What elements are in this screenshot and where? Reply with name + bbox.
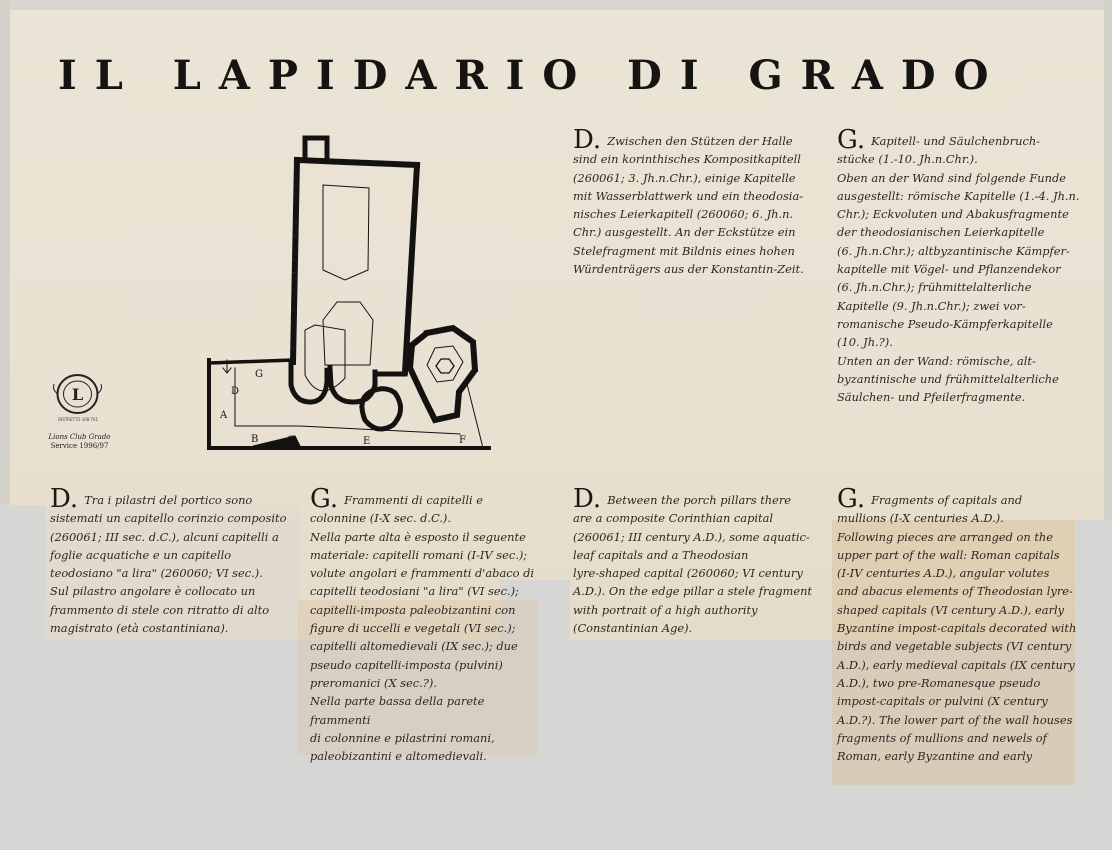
text-line: (6. Jh.n.Chr.); altbyzantinische Kämpfer-: [837, 243, 1070, 258]
italian-section-g: [310, 484, 545, 765]
text-line: figure di uccelli e vegetali (VI sec.);: [310, 621, 516, 636]
faded-patch: [45, 645, 300, 850]
text-line: frammento di stele con ritratto di alto: [50, 602, 270, 617]
italian-g-initial: G.: [310, 484, 339, 514]
text-line: Chr.) ausgestellt. An der Eckstütze ein: [573, 225, 796, 240]
german-section-d: [573, 125, 823, 278]
text-line: Oben an der Wand sind folgende Funde: [837, 170, 1067, 185]
text-line: magistrato (età costantiniana).: [50, 621, 229, 636]
text-line: Unten an der Wand: römische, alt-: [837, 353, 1036, 368]
italian-section-d: [50, 484, 295, 637]
text-line: byzantinische und frühmittelalterliche: [837, 371, 1059, 386]
plan-label-c: C: [287, 435, 295, 446]
text-line: foglie acquatiche e un capitello: [50, 547, 232, 562]
plan-baptistery-inner: [427, 346, 463, 382]
plan-baptistery: [410, 328, 475, 420]
text-line: capitelli-imposta paleobizantini con: [310, 602, 516, 617]
plan-tower: [305, 138, 327, 160]
text-line: (Constantinian Age).: [573, 621, 693, 636]
plan-portico: [209, 360, 293, 363]
plan-label-d: D: [231, 386, 240, 397]
floor-plan: [205, 130, 500, 455]
text-line: materiale: capitelli romani (I-IV sec.);: [310, 547, 528, 562]
text-line: (260061; III sec. d.C.), alcuni capitelli a: [50, 529, 279, 544]
text-line: kapitelle mit Vögel- und Pflanzendekor: [837, 262, 1061, 277]
text-line: stücke (1.-10. Jh.n.Chr.).: [837, 152, 978, 167]
text-line: romanische Pseudo-Kämpferkapitelle: [837, 316, 1053, 331]
english-section-g: [837, 484, 1082, 765]
text-line: paleobizantini e altomedievali.: [310, 749, 487, 764]
text-line: colonnine (I-X sec. d.C.).: [310, 511, 451, 526]
text-line: and abacus elements of Theodosian lyre-: [837, 584, 1073, 599]
text-line: capitelli altomedievali (IX sec.); due: [310, 639, 518, 654]
text-line: Byzantine impost-capitals decorated with: [837, 621, 1077, 636]
lions-service-year: Service 1996/97: [50, 442, 109, 450]
text-line: (10. Jh.?).: [837, 335, 893, 350]
text-line: sind ein korinthisches Kompositkapitell: [573, 152, 801, 167]
text-line: Nella parte alta è esposto il seguente: [310, 529, 526, 544]
text-line: Kapitelle (9. Jh.n.Chr.); zwei vor-: [837, 298, 1026, 313]
text-line: Kapitell- und Säulchenbruch-: [871, 134, 1041, 148]
text-line: with portrait of a high authority: [573, 602, 758, 617]
english-g-initial: G.: [837, 484, 866, 514]
text-line: are a composite Corinthian capital: [573, 511, 774, 526]
text-line: pseudo capitelli-imposta (pulvini): [310, 657, 503, 672]
text-line: lyre-shaped capital (260060; VI century: [573, 566, 803, 581]
text-line: (I-IV centuries A.D.), angular volutes: [837, 566, 1050, 581]
svg-text:L: L: [71, 385, 84, 404]
german-g-initial: G.: [837, 125, 866, 155]
plan-hall-wall: [293, 160, 297, 362]
plan-interior: [323, 302, 373, 365]
text-line: leaf capitals and a Theodosian: [573, 547, 749, 562]
text-line: Stelefragment mit Bildnis eines hohen: [573, 243, 795, 258]
sign-title: IL LAPIDARIO DI GRADO: [58, 52, 1007, 99]
text-line: A.D.). On the edge pillar a stele fragment: [573, 584, 812, 599]
text-line: Chr.); Eckvoluten und Abakusfragmente: [837, 207, 1069, 222]
text-line: shaped capitals (VI century A.D.), early: [837, 602, 1065, 617]
text-line: (260061; 3. Jh.n.Chr.), einige Kapitelle: [573, 170, 796, 185]
text-line: Säulchen- und Pfeilerfragmente.: [837, 390, 1026, 405]
text-line: (260061; III century A.D.), some aquatic-: [573, 529, 810, 544]
text-line: teodosiano "a lira" (260060; VI sec.).: [50, 566, 263, 581]
text-line: A.D.?). The lower part of the wall houses: [837, 712, 1073, 727]
text-line: Frammenti di capitelli e: [344, 493, 484, 507]
plan-font: [436, 359, 454, 373]
plan-label-g: G: [255, 369, 263, 380]
text-line: mullions (I-X centuries A.D.).: [837, 511, 1004, 526]
text-line: sistemati un capitello corinzio composito: [50, 511, 287, 526]
italian-d-initial: D.: [50, 484, 79, 514]
plan-label-b: B: [251, 434, 259, 445]
text-line: A.D.), two pre-Romanesque pseudo: [837, 675, 1041, 690]
german-section-g: [837, 125, 1087, 406]
text-line: fragments of mullions and newels of: [837, 730, 1047, 745]
lions-district: DISTRETTO 108 TA1: [57, 417, 99, 422]
plan-chapel: [362, 389, 401, 429]
sign-frame-top: [0, 0, 1112, 10]
plan-label-e: E: [363, 436, 371, 447]
text-line: Zwischen den Stützen der Halle: [607, 134, 793, 148]
lions-club-name: Lions Club Grado: [48, 433, 111, 441]
text-line: capitelli teodosiani "a lira" (VI sec.);: [310, 584, 519, 599]
text-line: Würdenträgers aus der Konstantin-Zeit.: [573, 262, 804, 277]
text-line: ausgestellt: römische Kapitelle (1.-4. Jh.n.: [837, 188, 1080, 203]
text-line: nisches Leierkapitell (260060; 6. Jh.n.: [573, 207, 794, 222]
plan-label-a: A: [220, 410, 228, 421]
text-line: Tra i pilastri del portico sono: [84, 493, 253, 507]
text-line: Between the porch pillars there: [607, 493, 792, 507]
english-d-initial: D.: [573, 484, 602, 514]
text-line: Nella parte bassa della parete frammenti: [310, 694, 485, 727]
text-line: (6. Jh.n.Chr.); frühmittelalterliche: [837, 280, 1032, 295]
faded-patch: [300, 755, 835, 850]
text-line: der theodosianischen Leierkapitelle: [837, 225, 1045, 240]
english-section-d: [573, 484, 818, 637]
text-line: di colonnine e pilastrini romani,: [310, 730, 495, 745]
text-line: birds and vegetable subjects (VI century: [837, 639, 1072, 654]
text-line: preromanici (X sec.?).: [310, 675, 437, 690]
text-line: Roman, early Byzantine and early: [837, 749, 1033, 764]
text-line: upper part of the wall: Roman capitals: [837, 547, 1060, 562]
plan-portico: [467, 384, 483, 448]
plan-hall-wall: [297, 160, 417, 165]
text-line: mit Wasserblattwerk und ein theodosia-: [573, 188, 804, 203]
text-line: Sul pilastro angolare è collocato un: [50, 584, 256, 599]
text-line: Fragments of capitals and: [871, 493, 1023, 507]
german-d-initial: D.: [573, 125, 602, 155]
lions-club-emblem-icon: [50, 372, 105, 417]
plan-interior: [323, 185, 369, 280]
plan-label-f: F: [459, 435, 466, 446]
text-line: impost-capitals or pulvini (X century: [837, 694, 1048, 709]
text-line: volute angolari e frammenti d'abaco di: [310, 566, 535, 581]
text-line: Following pieces are arranged on the: [837, 529, 1054, 544]
text-line: A.D.), early medieval capitals (IX century: [837, 657, 1075, 672]
